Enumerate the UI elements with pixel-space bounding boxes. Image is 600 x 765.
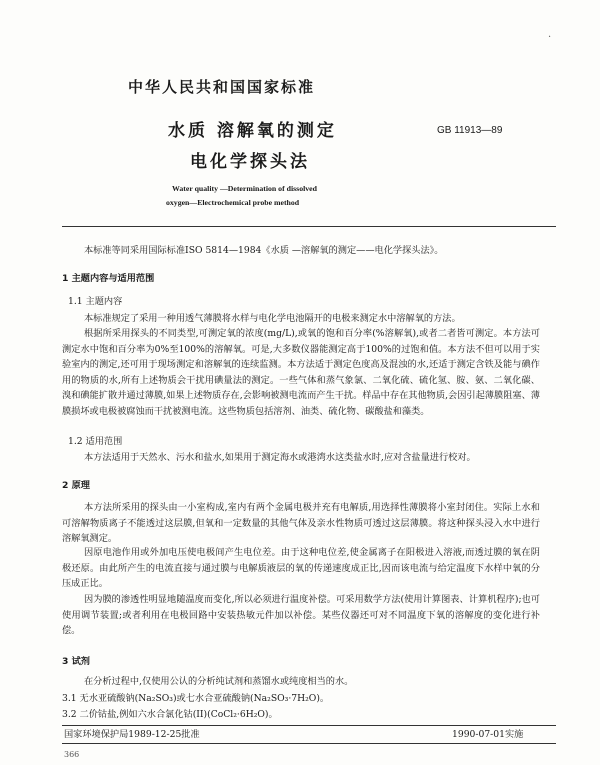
implementation-date: 1990-07-01实施 — [452, 729, 524, 740]
gb-number: GB 11913—89 — [437, 125, 503, 136]
doc-title-line2: 电化学探头法 — [190, 152, 310, 172]
section-1-heading: 1 主题内容与适用范围 — [62, 273, 155, 284]
section-3-heading: 3 试剂 — [62, 656, 90, 667]
section-2-para2: 因原电池作用或外加电压使电极间产生电位差。由于这种电位差,使金属离子在阳极进入溶液,而透过膜的氧在阴极还原。由此所产生的电流直接与通过膜与电解质液层的氧的传递速度成正比,因而该电流与给定温度下水样中氧的分压成正比。 — [62, 547, 540, 589]
section-1-2-heading: 1.2 适用范围 — [68, 436, 123, 447]
english-title-line1: Water quality —Determination of dissolved — [172, 184, 317, 193]
footer-divider-top — [62, 725, 556, 726]
section-2-para3: 因为膜的渗透性明显地随温度而变化,所以必须进行温度补偿。可采用数学方法(使用计算图表、计算机程序);也可使用调节装置;或者利用在电极回路中安装热敏元件加以补偿。某些仪器还可对不同温度下氧的溶解度的变化进行补偿。 — [62, 594, 540, 636]
section-2-para1: 本方法所采用的探头由一小室构成,室内有两个金属电极并充有电解质,用选择性薄膜将小室封闭住。实际上水和可溶解物质离子不能透过这层膜,但氧和一定数量的其他气体及亲水性物质可透过这层薄膜。将这种探头浸入水中进行溶解氧测定。 — [62, 502, 540, 544]
section-1-1-para1: 本标准规定了采用一种用透气薄膜将水样与电化学电池隔开的电极来测定水中溶解氧的方法。 — [84, 313, 461, 324]
section-1-1-para2: 根据所采用探头的不同类型,可测定氧的浓度(mg/L),或氧的饱和百分率(%溶解氧),或者二者皆可测定。本方法可测定水中饱和百分率为0%至100%的溶解氧。可是,大多数仪器能测定高于100%的过饱和值。本方法不但可以用于实验室内的测定,还可用于现场测定和溶解氧的连续监测。本方法适于测定色度高及混浊的水,还适于测定含铁及能与碘作用的物质的水,所有上述物质会干扰用碘量法的测定。一些气体和蒸气象氯、二氧化硫、硫化氢、胺、氨、二氧化碳、溴和碘能扩散并通过薄膜,如果上述物质存在,会影响被测电流而产生干扰。样品中存在其他物质,会因引起薄膜阻塞、薄膜损坏或电极被腐蚀而干扰被测电流。这些物质包括溶剂、油类、硫化物、碳酸盐和藻类。 — [62, 328, 540, 417]
intro-text: 本标准等同采用国际标准ISO 5814—1984《水质 —溶解氧的测定——电化学探头法》。 — [84, 245, 444, 256]
section-1-2-para: 本方法适用于天然水、污水和盐水,如果用于测定海水或港湾水这类盐水时,应对含盐量进行校对。 — [84, 452, 476, 463]
header-divider — [62, 226, 556, 227]
corner-mark: · — [548, 32, 552, 43]
english-title-line2: oxygen—Electrochemical probe method — [166, 198, 300, 207]
doc-title-line1: 水质 溶解氧的测定 — [168, 121, 337, 141]
page-number: 366 — [64, 750, 80, 759]
section-1-1-heading: 1.1 主题内容 — [68, 296, 123, 307]
footer-divider-bottom — [62, 743, 556, 744]
section-3-2-item: 3.2 二价钴盐,例如六水合氯化钴(II)(CoCl₂·6H₂O)。 — [62, 709, 278, 720]
approval-date: 国家环境保护局1989-12-25批准 — [64, 729, 200, 740]
standard-org-title: 中华人民共和国国家标准 — [128, 78, 316, 96]
section-3-para: 在分析过程中,仅使用公认的分析纯试剂和蒸馏水或纯度相当的水。 — [84, 676, 354, 687]
section-3-1-item: 3.1 无水亚硫酸钠(Na₂SO₃)或七水合亚硫酸钠(Na₂SO₃·7H₂O)。 — [62, 693, 330, 704]
section-2-heading: 2 原理 — [62, 480, 90, 491]
